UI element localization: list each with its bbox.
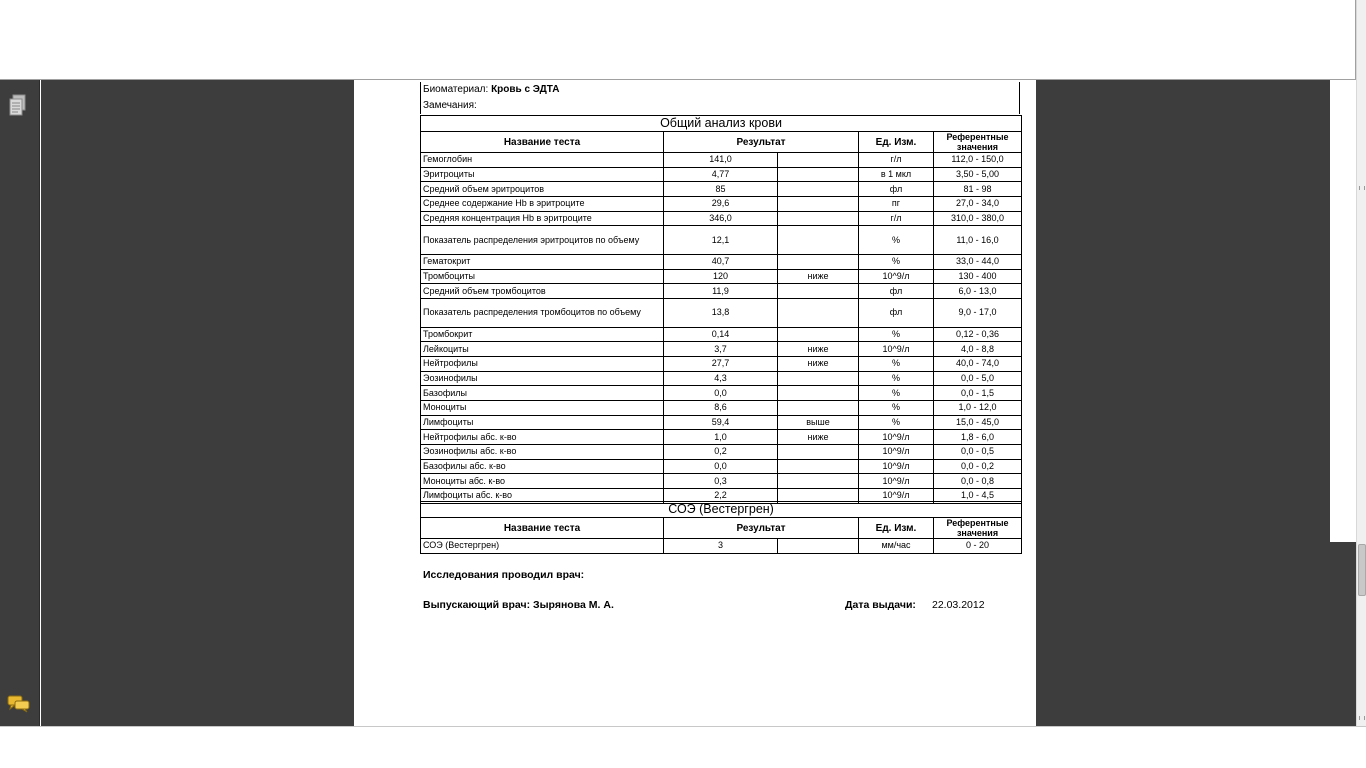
test-value: 8,6: [664, 400, 778, 415]
table-row: [421, 342, 1022, 357]
test-flag: [778, 371, 859, 386]
table-row: [421, 211, 1022, 226]
vertical-scrollbar[interactable]: [1356, 0, 1366, 726]
issue-date: 22.03.2012: [932, 599, 985, 611]
table-row: [421, 284, 1022, 299]
panel-gap: [1330, 80, 1356, 542]
test-reference: 1,0 - 4,5: [934, 489, 1022, 504]
test-flag: [778, 284, 859, 299]
test-reference: 6,0 - 13,0: [934, 284, 1022, 299]
test-flag: [778, 211, 859, 226]
test-flag: [778, 386, 859, 401]
test-reference: 4,0 - 8,8: [934, 342, 1022, 357]
toolbar-area: [0, 0, 1356, 80]
table-row: [421, 299, 1022, 328]
test-unit: фл: [859, 299, 934, 328]
test-reference: 40,0 - 74,0: [934, 356, 1022, 371]
test-value: 0,14: [664, 327, 778, 342]
test-reference: 0,0 - 5,0: [934, 371, 1022, 386]
issuing-doctor: Выпускающий врач: Зырянова М. А.: [423, 599, 614, 611]
test-name: Эритроциты: [421, 167, 664, 182]
test-reference: 11,0 - 16,0: [934, 226, 1022, 255]
test-name: Моноциты: [421, 400, 664, 415]
test-reference: 0 - 20: [934, 539, 1022, 554]
test-flag: ниже: [778, 430, 859, 445]
table-row: [421, 182, 1022, 197]
test-reference: 1,0 - 12,0: [934, 400, 1022, 415]
test-name: Нейтрофилы: [421, 356, 664, 371]
test-unit: %: [859, 386, 934, 401]
biomaterial-label: Биоматериал:: [423, 84, 489, 95]
table-row: [421, 400, 1022, 415]
test-unit: %: [859, 400, 934, 415]
test-value: 29,6: [664, 197, 778, 212]
header-result: Результат: [664, 518, 859, 539]
test-unit: %: [859, 327, 934, 342]
notes-line: [420, 98, 1020, 114]
test-reference: 3,50 - 5,00: [934, 167, 1022, 182]
test-flag: [778, 167, 859, 182]
test-flag: [778, 474, 859, 489]
test-value: 0,0: [664, 386, 778, 401]
table-row: [421, 430, 1022, 445]
test-name: Эозинофилы: [421, 371, 664, 386]
table-row: [421, 167, 1022, 182]
test-unit: 10^9/л: [859, 269, 934, 284]
test-unit: пг: [859, 197, 934, 212]
notes-label: Замечания:: [423, 100, 477, 111]
table-row: [421, 197, 1022, 212]
test-unit: %: [859, 415, 934, 430]
esr-table: [420, 501, 1022, 554]
test-reference: 130 - 400: [934, 269, 1022, 284]
test-flag: [778, 327, 859, 342]
test-name: Среднее содержание Hb в эритроците: [421, 197, 664, 212]
table-row: [421, 445, 1022, 460]
header-test-name: Название теста: [421, 518, 664, 539]
table-row: [421, 153, 1022, 168]
test-value: 13,8: [664, 299, 778, 328]
comments-icon[interactable]: [7, 694, 31, 714]
test-name: Лимфоциты: [421, 415, 664, 430]
test-value: 40,7: [664, 254, 778, 269]
test-value: 0,0: [664, 459, 778, 474]
header-test-name: Название теста: [421, 132, 664, 153]
test-flag: выше: [778, 415, 859, 430]
test-unit: 10^9/л: [859, 474, 934, 489]
table-row: [421, 386, 1022, 401]
test-name: Базофилы: [421, 386, 664, 401]
panel-gap-dark: [1330, 542, 1356, 726]
test-value: 0,2: [664, 445, 778, 460]
test-value: 4,77: [664, 167, 778, 182]
test-flag: [778, 226, 859, 255]
test-reference: 27,0 - 34,0: [934, 197, 1022, 212]
test-reference: 310,0 - 380,0: [934, 211, 1022, 226]
table-row: [421, 415, 1022, 430]
test-unit: 10^9/л: [859, 489, 934, 504]
test-value: 27,7: [664, 356, 778, 371]
header-unit: Ед. Изм.: [859, 132, 934, 153]
test-value: 12,1: [664, 226, 778, 255]
test-flag: [778, 254, 859, 269]
table-row: [421, 226, 1022, 255]
test-unit: фл: [859, 284, 934, 299]
test-flag: [778, 539, 859, 554]
cbc-title: Общий анализ крови: [421, 116, 1022, 132]
navigation-panel: [0, 80, 40, 726]
test-unit: г/л: [859, 211, 934, 226]
test-reference: 112,0 - 150,0: [934, 153, 1022, 168]
test-value: 346,0: [664, 211, 778, 226]
test-name: Эозинофилы абс. к-во: [421, 445, 664, 460]
test-unit: %: [859, 254, 934, 269]
test-value: 141,0: [664, 153, 778, 168]
test-name: Средний объем эритроцитов: [421, 182, 664, 197]
test-flag: [778, 182, 859, 197]
test-unit: 10^9/л: [859, 459, 934, 474]
scrollbar-thumb[interactable]: [1358, 544, 1366, 596]
table-row: [421, 269, 1022, 284]
table-row: [421, 254, 1022, 269]
test-name: СОЭ (Вестергрен): [421, 539, 664, 554]
table-row: [421, 474, 1022, 489]
test-reference: 0,0 - 0,2: [934, 459, 1022, 474]
test-unit: 10^9/л: [859, 430, 934, 445]
test-value: 0,3: [664, 474, 778, 489]
test-unit: в 1 мкл: [859, 167, 934, 182]
test-reference: 0,12 - 0,36: [934, 327, 1022, 342]
test-unit: 10^9/л: [859, 445, 934, 460]
test-flag: [778, 197, 859, 212]
cbc-table: [420, 115, 1022, 504]
test-value: 120: [664, 269, 778, 284]
test-value: 11,9: [664, 284, 778, 299]
test-name: Тромбоциты: [421, 269, 664, 284]
test-reference: 9,0 - 17,0: [934, 299, 1022, 328]
test-flag: [778, 299, 859, 328]
table-row: [421, 356, 1022, 371]
test-reference: 0,0 - 0,8: [934, 474, 1022, 489]
table-row: [421, 539, 1022, 554]
test-flag: ниже: [778, 356, 859, 371]
test-unit: г/л: [859, 153, 934, 168]
doctor-label: Исследования проводил врач:: [423, 569, 585, 581]
esr-title: СОЭ (Вестергрен): [421, 502, 1022, 518]
test-reference: 15,0 - 45,0: [934, 415, 1022, 430]
test-flag: [778, 459, 859, 474]
test-flag: ниже: [778, 342, 859, 357]
test-reference: 33,0 - 44,0: [934, 254, 1022, 269]
test-unit: %: [859, 356, 934, 371]
table-row: [421, 327, 1022, 342]
test-reference: 81 - 98: [934, 182, 1022, 197]
test-name: Тромбокрит: [421, 327, 664, 342]
scroll-marker: [1359, 716, 1365, 720]
test-value: 85: [664, 182, 778, 197]
pdf-page: [354, 80, 1036, 726]
test-unit: мм/час: [859, 539, 934, 554]
test-unit: 10^9/л: [859, 342, 934, 357]
table-row: [421, 459, 1022, 474]
test-name: Моноциты абс. к-во: [421, 474, 664, 489]
test-unit: фл: [859, 182, 934, 197]
biomaterial-value: Кровь с ЭДТА: [491, 84, 560, 95]
test-name: Средняя концентрация Hb в эритроците: [421, 211, 664, 226]
header-unit: Ед. Изм.: [859, 518, 934, 539]
header-reference: Референтные значения: [934, 518, 1022, 539]
status-bar: [0, 726, 1366, 768]
test-name: Показатель распределения тромбоцитов по объему: [421, 299, 664, 328]
test-value: 4,3: [664, 371, 778, 386]
test-reference: 0,0 - 1,5: [934, 386, 1022, 401]
test-name: Лейкоциты: [421, 342, 664, 357]
test-value: 1,0: [664, 430, 778, 445]
test-value: 3: [664, 539, 778, 554]
pages-icon[interactable]: [9, 94, 27, 116]
header-reference: Референтные значения: [934, 132, 1022, 153]
test-unit: %: [859, 371, 934, 386]
test-name: Показатель распределения эритроцитов по объему: [421, 226, 664, 255]
test-name: Базофилы абс. к-во: [421, 459, 664, 474]
test-value: 2,2: [664, 489, 778, 504]
test-name: Гемоглобин: [421, 153, 664, 168]
test-flag: ниже: [778, 269, 859, 284]
test-name: Лимфоциты абс. к-во: [421, 489, 664, 504]
table-row: [421, 371, 1022, 386]
test-name: Гематокрит: [421, 254, 664, 269]
test-flag: [778, 400, 859, 415]
biomaterial-line: [420, 82, 1020, 98]
scroll-marker: [1359, 186, 1365, 190]
test-reference: 1,8 - 6,0: [934, 430, 1022, 445]
test-flag: [778, 153, 859, 168]
test-flag: [778, 445, 859, 460]
test-name: Нейтрофилы абс. к-во: [421, 430, 664, 445]
test-name: Средний объем тромбоцитов: [421, 284, 664, 299]
test-reference: 0,0 - 0,5: [934, 445, 1022, 460]
test-value: 3,7: [664, 342, 778, 357]
test-value: 59,4: [664, 415, 778, 430]
issue-date-label: Дата выдачи:: [845, 599, 916, 611]
header-result: Результат: [664, 132, 859, 153]
test-unit: %: [859, 226, 934, 255]
